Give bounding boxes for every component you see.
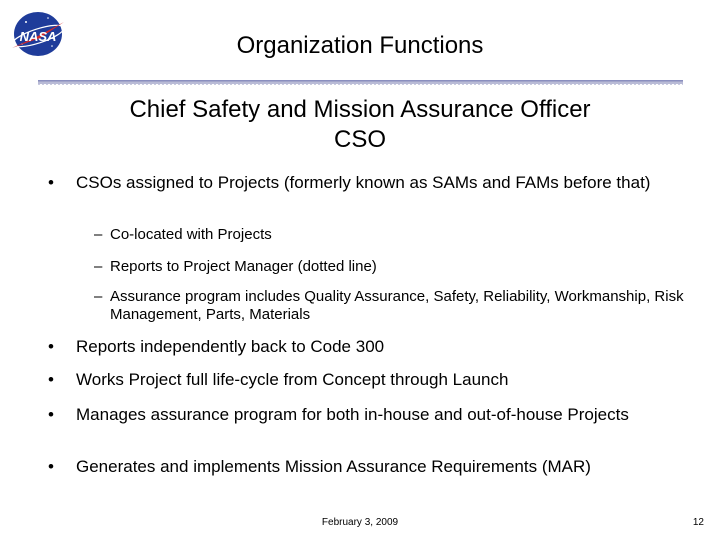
sub-bullet-text: Reports to Project Manager (dotted line) [110,258,377,275]
bullet-text: Manages assurance program for both in-house and out-of-house Projects [76,405,629,424]
sub-bullet-item [94,288,694,324]
subtitle-line-2: CSO [333,126,386,153]
bullet-item [48,404,688,425]
bullet-item [48,369,688,390]
bullet-text: CSOs assigned to Projects (formerly known as SAMs and FAMs before that) [76,173,651,192]
footer-date: February 3, 2009 [321,517,399,528]
bullet-text: Works Project full life-cycle from Concept through Launch [76,370,509,389]
page-number: 12 [692,517,704,528]
bullet-dot-icon: • [48,370,54,389]
dash-icon: – [94,226,103,243]
subtitle-line-1: Chief Safety and Mission Assurance Officer [129,96,591,123]
sub-bullet-item [94,226,694,244]
title-divider [38,80,683,84]
sub-bullet-text: Assurance program includes Quality Assurance, Safety, Reliability, Workmanship, Risk Management, Parts, Materials [110,288,684,323]
sub-bullet-text: Co-located with Projects [110,226,272,243]
bullet-dot-icon: • [48,173,54,192]
bullet-dot-icon: • [48,405,54,424]
sub-bullet-item [94,258,694,276]
dash-icon: – [94,288,103,305]
bullet-text: Reports independently back to Code 300 [76,337,385,356]
bullet-item [48,172,688,193]
nasa-logo-text: NASA [19,29,57,44]
dash-icon: – [94,258,103,275]
bullet-item [48,456,688,477]
page-title: Organization Functions [236,32,484,59]
slide-subtitle [60,95,660,155]
bullet-text: Generates and implements Mission Assurance Requirements (MAR) [76,457,591,476]
bullet-dot-icon: • [48,337,54,356]
nasa-logo [8,8,68,60]
bullet-item [48,336,688,357]
bullet-dot-icon: • [48,457,54,476]
